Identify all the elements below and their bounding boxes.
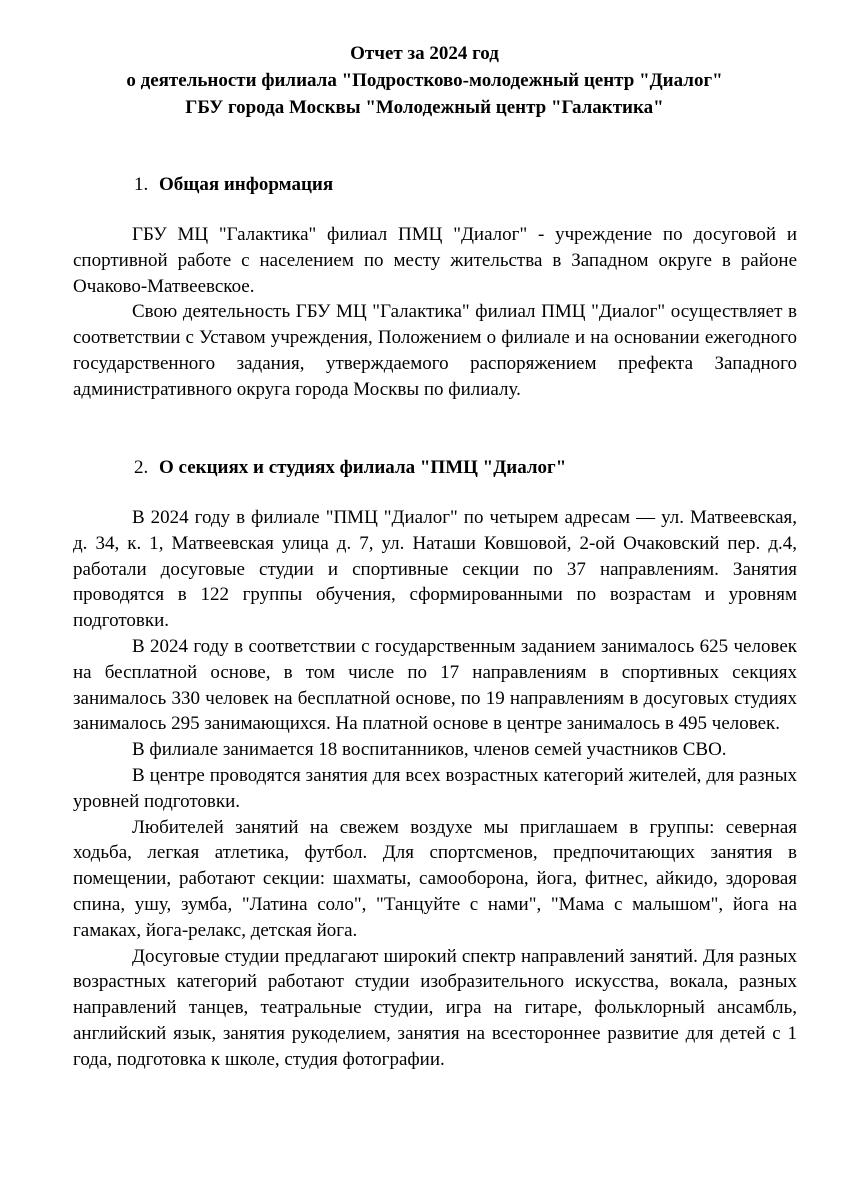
section-2-paragraph: В филиале занимается 18 воспитанников, членов семей участников СВО.	[132, 739, 727, 761]
section-2-paragraph: В 2024 году в филиале "ПМЦ "Диалог" по четырем адресам — ул. Матвеевская, д. 34, к. 1, Матвеевская улица д. 7, ул. Наташи Ковшовой, 2-ой Очаковский пер. д.4, работали досуговые студии и спортивные секции по 37 направлениям. Занятия проводятся в 122 группы обучения, сформированными по возрастам и уровням подготовки.	[73, 507, 797, 632]
title-line-1: Отчет за 2024 год	[350, 43, 499, 64]
section-1-number: 1.	[134, 174, 149, 195]
section-1-heading	[134, 172, 333, 197]
section-1-paragraph: Свою деятельность ГБУ МЦ "Галактика" филиал ПМЦ "Диалог" осуществляет в соответствии с Уставом учреждения, Положением о филиале и на основании ежегодного государственного задания, утверждаемого распоряжением префекта Западного административного округа города Москвы по филиалу.	[73, 301, 797, 400]
section-2-paragraph: Любителей занятий на свежем воздухе мы приглашаем в группы: северная ходьба, легкая атлетика, футбол. Для спортсменов, предпочитающих занятия в помещении, работают секции: шахматы, самооборона, йога, фитнес, айкидо, здоровая спина, ушу, зумба, "Латина соло", "Танцуйте с нами", "Мама с малышом", йога на гамаках, йога-релакс, детская йога.	[73, 816, 797, 941]
section-2-paragraph: В центре проводятся занятия для всех возрастных категорий жителей, для разных уровней подготовки.	[73, 764, 797, 812]
title-line-3: ГБУ города Москвы "Молодежный центр "Галактика"	[185, 97, 664, 118]
title-line-2: о деятельности филиала "Подростково-молодежный центр "Диалог"	[126, 70, 723, 91]
section-1-paragraph: ГБУ МЦ "Галактика" филиал ПМЦ "Диалог" - учреждение по досуговой и спортивной работе с населением по месту жительства в Западном округе в районе Очаково-Матвеевское.	[73, 224, 797, 297]
section-2-body	[73, 505, 797, 1073]
section-2-title: О секциях и студиях филиала "ПМЦ "Диалог"	[159, 457, 567, 478]
section-1-title: Общая информация	[159, 174, 334, 195]
section-2-paragraph: Досуговые студии предлагают широкий спектр направлений занятий. Для разных возрастных категорий работают студии изобразительного искусства, вокала, разных направлений танцев, театральные студии, игра на гитаре, фольклорный ансамбль, английский язык, занятия рукоделием, занятия на всестороннее развитие для детей с 1 года, подготовка к школе, студия фотографии.	[73, 945, 797, 1070]
section-2-number: 2.	[134, 457, 149, 478]
section-2-heading	[134, 455, 566, 480]
document-title	[0, 40, 849, 121]
section-2-paragraph: В 2024 году в соответствии с государственным заданием занималось 625 человек на бесплатной основе, в том числе по 17 направлениям в спортивных секциях занималось 330 человек на бесплатной основе, по 19 направлениям в досуговых студиях занималось 295 занимающихся. На платной основе в центре занималось в 495 человек.	[73, 635, 797, 735]
section-1-body	[73, 222, 797, 403]
